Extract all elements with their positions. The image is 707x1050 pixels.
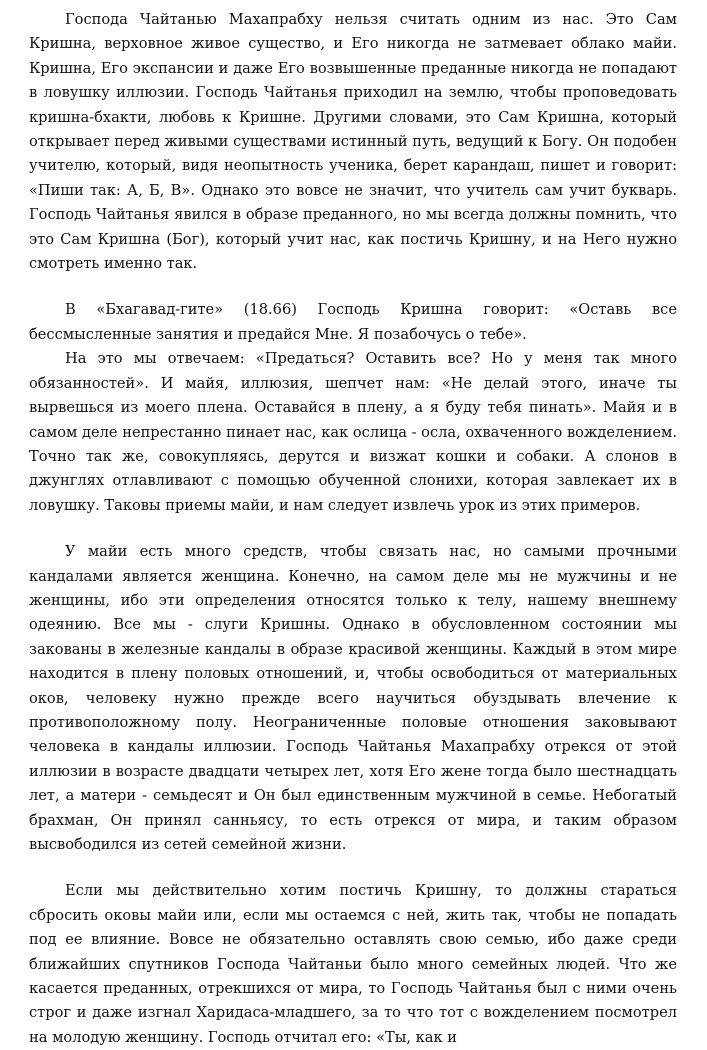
paragraph-2: В «Бхагавад-гите» (18.66) Господь Кришна говорит: «Оставь все бессмысленные занятия и предайся Мне. Я позабочусь о тебе». — [29, 301, 677, 343]
paragraph-spacer — [29, 518, 677, 540]
paragraph-3: На это мы отвечаем: «Предаться? Оставить все? Но у меня так много обязанностей». И майя, иллюзия, шепчет нам: «Не делай этого, иначе ты вырвешься из моего плена. Оставайся в плену, а я буду тебя пинать». Майя и в самом деле непрестанно пинает нас, как ослица - осла, охваченного вожделением. Точно так же, совокупляясь, дерутся и визжат кошки и собаки. А слонов в джунглях отлавливают с помощью обученной слонихи, которая завлекает их в ловушку. Таковы приемы майи, и нам следует извлечь урок из этих примеров. — [29, 350, 677, 514]
document-page — [29, 8, 677, 1050]
paragraph-4: У майи есть много средств, чтобы связать нас, но самыми прочными кандалами является женщина. Конечно, на самом деле мы не мужчины и не женщины, ибо эти определения относятся только к телу, нашему внешнему одеянию. Все мы - слуги Кришны. Однако в обусловленном состоянии мы закованы в железные кандалы в образе красивой женщины. Каждый в этом мире находится в плену половых отношений, и, чтобы освободиться от материальных оков, человеку нужно прежде всего научиться обуздывать влечение к противоположному полу. Неограниченные половые отношения заковывают человека в кандалы иллюзии. Господь Чайтанья Махапрабху отрекся от этой иллюзии в возрасте двадцати четырех лет, хотя Его жене тогда было шестнадцать лет, а матери - семьдесят и Он был единственным мужчиной в семье. Небогатый брахман, Он принял санньясу, то есть отрекся от мира, и таким образом высвободился из сетей семейной жизни. — [29, 543, 677, 853]
paragraph-1: Господа Чайтанью Махапрабху нельзя считать одним из нас. Это Сам Кришна, верховное живое существо, и Его никогда не затмевает облако майи. Кришна, Его экспансии и даже Его возвышенные преданные никогда не попадают в ловушку иллюзии. Господь Чайтанья приходил на землю, чтобы проповедовать кришна-бхакти, любовь к Кришне. Другими словами, это Сам Кришна, который открывает перед живыми существами истинный путь, ведущий к Богу. Он подобен учителю, который, видя неопытность ученика, берет карандаш, пишет и говорит: «Пиши так: А, Б, В». Однако это вовсе не значит, что учитель сам учит букварь. Господь Чайтанья явился в образе преданного, но мы всегда должны помнить, что это Сам Кришна (Бог), который учит нас, как постичь Кришну, и на Него нужно смотреть именно так. — [29, 11, 677, 273]
paragraph-spacer — [29, 276, 677, 298]
paragraph-5: Если мы действительно хотим постичь Кришну, то должны стараться сбросить оковы майи или, если мы остаемся с ней, жить так, чтобы не попадать под ее влияние. Вовсе не обязательно оставлять свою семью, ибо даже среди ближайших спутников Господа Чайтаньи было много семейных людей. Что же касается преданных, отрекшихся от мира, то Господь Чайтанья был с ними очень строг и даже изгнал Харидаса-младшего, за то что тот с вожделением посмотрел на молодую женщину. Господь отчитал его: «Ты, как и — [29, 882, 677, 1046]
paragraph-spacer — [29, 857, 677, 879]
